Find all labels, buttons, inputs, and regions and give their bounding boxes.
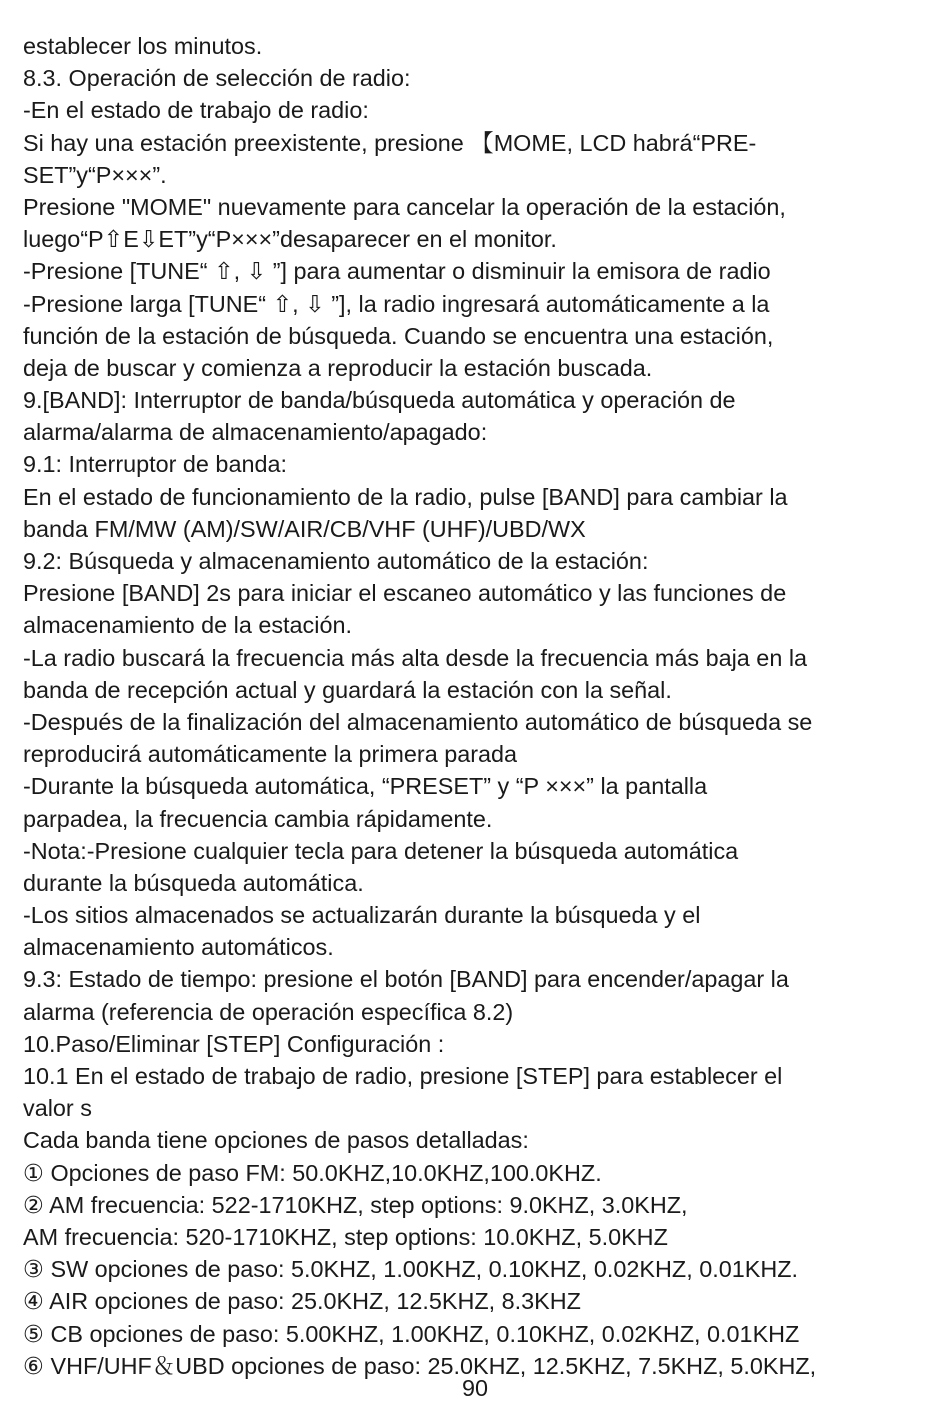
section-heading-8-3: 8.3. Operación de selección de radio: <box>23 65 411 92</box>
text-line: -La radio buscará la frecuencia más alta desde la frecuencia más baja en la <box>23 644 808 671</box>
text-line: almacenamiento de la estación. <box>23 612 352 639</box>
list-item-step-vhf: ⑥ VHF/UHF＆UBD opciones de paso: 25.0KHZ, 12.5KHZ, 7.5KHZ, 5.0KHZ, <box>23 1352 817 1379</box>
section-heading-9-3: 9.3: Estado de tiempo: presione el botón [BAND] para encender/apagar la <box>23 966 789 993</box>
section-heading-9-1: 9.1: Interruptor de banda: <box>23 451 287 478</box>
text-line: alarma (referencia de operación específica 8.2) <box>23 998 514 1025</box>
text-line: luego“P⇧E⇩ET”y“P×××”desaparecer en el monitor. <box>23 226 557 253</box>
text-line: -Los sitios almacenados se actualizarán durante la búsqueda y el <box>23 902 701 929</box>
section-heading-9: 9.[BAND]: Interruptor de banda/búsqueda automática y operación de <box>23 387 736 414</box>
list-item-step-sw: ③ SW opciones de paso: 5.0KHZ, 1.00KHZ, 0.10KHZ, 0.02KHZ, 0.01KHZ. <box>23 1256 799 1283</box>
text-line: valor s <box>23 1095 92 1122</box>
text-line: -En el estado de trabajo de radio: <box>23 97 369 124</box>
section-heading-10: 10.Paso/Eliminar [STEP] Configuración : <box>23 1030 445 1057</box>
text-line: -Después de la finalización del almacenamiento automático de búsqueda se <box>23 708 813 735</box>
text-line: AM frecuencia: 520-1710KHZ, step options: 10.0KHZ, 5.0KHZ <box>23 1223 668 1250</box>
text-line: parpadea, la frecuencia cambia rápidamente. <box>23 805 493 832</box>
text-line: Presione "MOME" nuevamente para cancelar la operación de la estación, <box>23 193 786 220</box>
text-line: -Presione [TUNE“ ⇧, ⇩ ”] para aumentar o disminuir la emisora de radio <box>23 258 771 285</box>
text-line: deja de buscar y comienza a reproducir la estación buscada. <box>23 354 653 381</box>
text-line: En el estado de funcionamiento de la radio, pulse [BAND] para cambiar la <box>23 483 788 510</box>
text-line: función de la estación de búsqueda. Cuando se encuentra una estación, <box>23 322 774 349</box>
text-line: banda FM/MW (AM)/SW/AIR/CB/VHF (UHF)/UBD/WX <box>23 515 586 542</box>
text-line: alarma/alarma de almacenamiento/apagado: <box>23 419 488 446</box>
list-item-step-fm: ① Opciones de paso FM: 50.0KHZ,10.0KHZ,100.0KHZ. <box>23 1159 602 1186</box>
text-line: -Durante la búsqueda automática, “PRESET” y “P ×××” la pantalla <box>23 773 708 800</box>
text-line: establecer los minutos. <box>23 33 263 59</box>
text-line: banda de recepción actual y guardará la estación con la señal. <box>23 676 672 703</box>
list-item-step-cb: ⑤ CB opciones de paso: 5.00KHZ, 1.00KHZ, 0.10KHZ, 0.02KHZ, 0.01KHZ <box>23 1320 800 1347</box>
section-heading-9-2: 9.2: Búsqueda y almacenamiento automático de la estación: <box>23 548 649 574</box>
text-line: -Presione larga [TUNE“ ⇧, ⇩ ”], la radio ingresará automáticamente a la <box>23 290 770 317</box>
list-item-step-am: ② AM frecuencia: 522-1710KHZ, step options: 9.0KHZ, 3.0KHZ, <box>23 1191 688 1218</box>
text-line: durante la búsqueda automática. <box>23 869 364 896</box>
text-line: Si hay una estación preexistente, presione 【MOME, LCD habrá“PRE- <box>23 129 757 156</box>
text-line: reproducirá automáticamente la primera parada <box>23 741 518 768</box>
list-item-step-air: ④ AIR opciones de paso: 25.0KHZ, 12.5KHZ, 8.3KHZ <box>23 1288 581 1315</box>
text-line: SET”y“P×××”. <box>23 161 167 188</box>
text-line: Presione [BAND] 2s para iniciar el escaneo automático y las funciones de <box>23 580 787 607</box>
page-number: 90 <box>461 1375 489 1401</box>
text-line: Cada banda tiene opciones de pasos detalladas: <box>23 1127 529 1154</box>
document-body <box>23 30 933 1382</box>
text-line: almacenamiento automáticos. <box>23 934 334 961</box>
section-heading-10-1: 10.1 En el estado de trabajo de radio, presione [STEP] para establecer el <box>23 1063 783 1089</box>
text-line: -Nota:-Presione cualquier tecla para detener la búsqueda automática <box>23 837 739 864</box>
